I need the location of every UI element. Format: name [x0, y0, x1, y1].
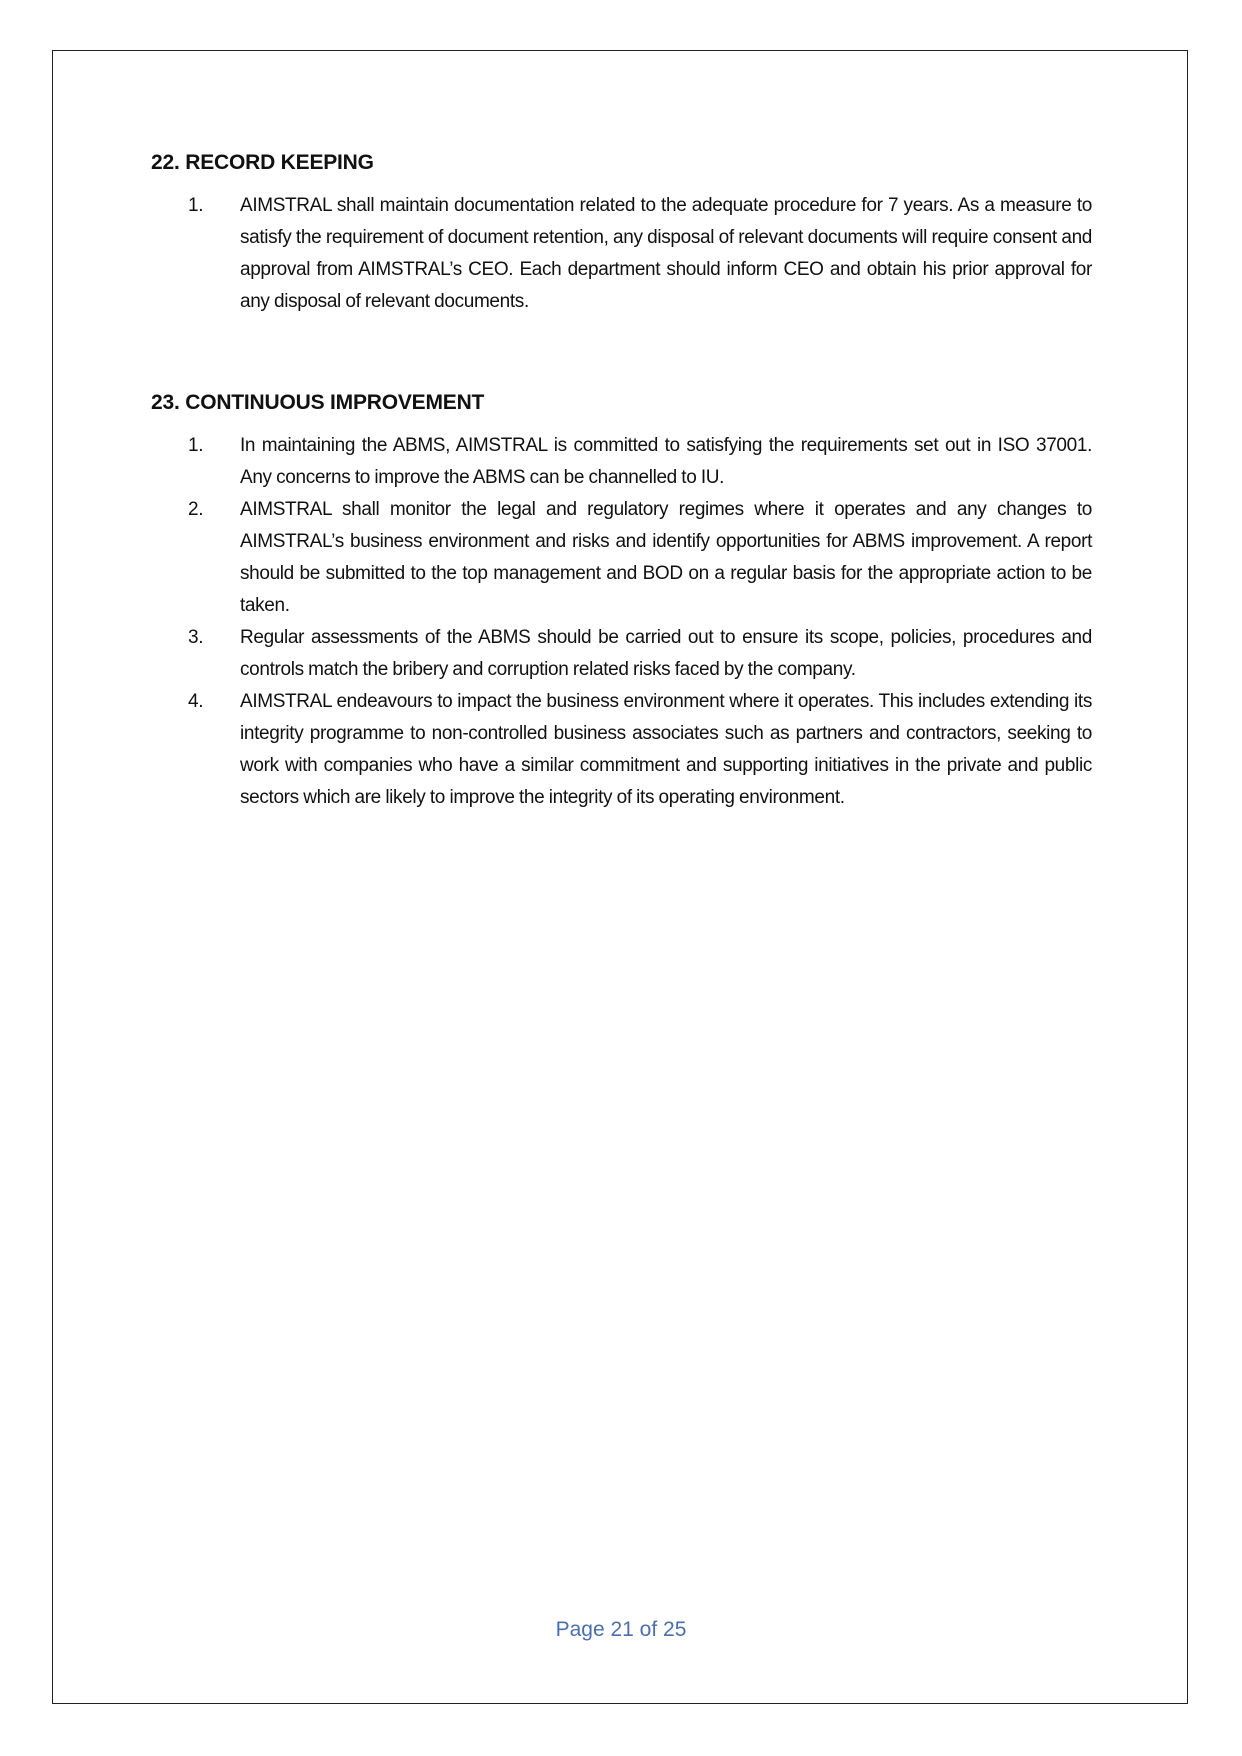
list-item-number: 2. [188, 499, 204, 520]
numbered-list [151, 190, 1092, 318]
list-item-number: 4. [188, 691, 204, 712]
page-number-footer: Page 21 of 25 [555, 1618, 687, 1641]
list-item-text: AIMSTRAL endeavours to impact the business environment where it operates. This includes extending its integrity programme to non-controlled business associates such as partners and contractors, seeking to work with companies who have a similar commitment and supporting initiatives in the private and public sectors which are likely to improve the integrity of its operating environment. [240, 691, 1092, 808]
list-item-number: 1. [188, 435, 204, 456]
list-item-text: In maintaining the ABMS, AIMSTRAL is committed to satisfying the requirements set out in ISO 37001. Any concerns to improve the ABMS can be channelled to IU. [240, 435, 1092, 488]
list-item-text: Regular assessments of the ABMS should be carried out to ensure its scope, policies, procedures and controls match the bribery and corruption related risks faced by the company. [240, 627, 1092, 680]
section-record-keeping [151, 148, 1092, 318]
list-item [151, 622, 1092, 686]
list-item-number: 3. [188, 627, 204, 648]
list-item [151, 494, 1092, 622]
numbered-list [151, 430, 1092, 814]
section-heading: 22. RECORD KEEPING [151, 151, 374, 174]
list-item [151, 190, 1092, 318]
section-heading: 23. CONTINUOUS IMPROVEMENT [151, 391, 485, 414]
list-item-text: AIMSTRAL shall maintain documentation related to the adequate procedure for 7 years. As a measure to satisfy the requirement of document retention, any disposal of relevant documents will require consent and approval from AIMSTRAL’s CEO. Each department should inform CEO and obtain his prior approval for any disposal of relevant documents. [240, 195, 1092, 312]
section-continuous-improvement [151, 388, 1092, 814]
document-body [151, 148, 1092, 814]
list-item-text: AIMSTRAL shall monitor the legal and regulatory regimes where it operates and any changes to AIMSTRAL’s business environment and risks and identify opportunities for ABMS improvement. A report should be submitted to the top management and BOD on a regular basis for the appropriate action to be taken. [240, 499, 1092, 616]
list-item [151, 430, 1092, 494]
list-item-number: 1. [188, 195, 204, 216]
list-item [151, 686, 1092, 814]
